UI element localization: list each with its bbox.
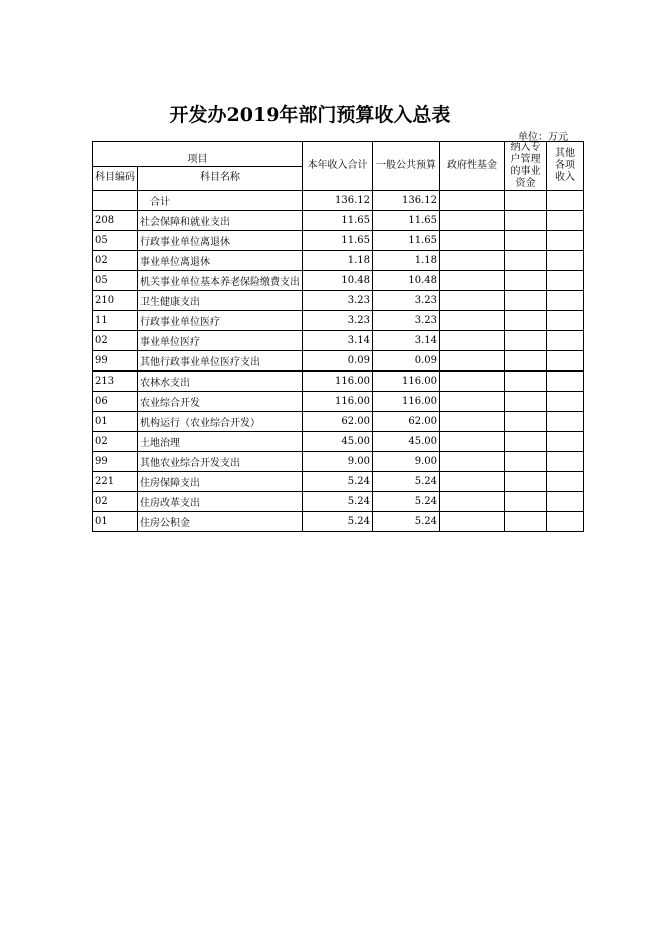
cell-fund: [440, 412, 505, 432]
cell-other: [547, 452, 584, 472]
cell-general: 3.14: [373, 331, 440, 351]
cell-special: [505, 472, 547, 492]
cell-fund: [440, 492, 505, 512]
cell-special: [505, 512, 547, 532]
table-row: [93, 351, 584, 372]
cell-fund: [440, 472, 505, 492]
cell-general: 116.00: [373, 392, 440, 412]
cell-general: 136.12: [373, 191, 440, 211]
cell-code: 99: [93, 351, 138, 372]
cell-general: 45.00: [373, 432, 440, 452]
cell-general: 5.24: [373, 492, 440, 512]
table-row: [93, 271, 584, 291]
table-body: [93, 191, 584, 532]
cell-name: 土地治理: [138, 432, 303, 452]
cell-name: 事业单位离退休: [138, 251, 303, 271]
cell-fund: [440, 331, 505, 351]
cell-general: 3.23: [373, 291, 440, 311]
header-other: 其他各项收入: [547, 142, 584, 191]
cell-name: 住房改革支出: [138, 492, 303, 512]
budget-income-table: [92, 141, 584, 532]
table-row: [93, 432, 584, 452]
cell-code: 01: [93, 412, 138, 432]
cell-other: [547, 291, 584, 311]
cell-total: 116.00: [303, 371, 373, 392]
cell-name: 合计: [138, 191, 303, 211]
table-row: [93, 311, 584, 331]
cell-special: [505, 331, 547, 351]
cell-general: 10.48: [373, 271, 440, 291]
cell-total: 11.65: [303, 231, 373, 251]
cell-special: [505, 291, 547, 311]
table-row: [93, 412, 584, 432]
cell-general: 62.00: [373, 412, 440, 432]
cell-total: 3.23: [303, 311, 373, 331]
cell-other: [547, 412, 584, 432]
table-row: [93, 211, 584, 231]
cell-general: 1.18: [373, 251, 440, 271]
cell-general: 11.65: [373, 211, 440, 231]
cell-other: [547, 271, 584, 291]
cell-code: 05: [93, 271, 138, 291]
cell-fund: [440, 231, 505, 251]
cell-other: [547, 211, 584, 231]
cell-other: [547, 311, 584, 331]
cell-name: 事业单位医疗: [138, 331, 303, 351]
cell-fund: [440, 371, 505, 392]
cell-total: 5.24: [303, 492, 373, 512]
cell-fund: [440, 351, 505, 372]
cell-name: 社会保障和就业支出: [138, 211, 303, 231]
cell-general: 5.24: [373, 472, 440, 492]
header-general: 一般公共预算: [373, 142, 440, 191]
cell-general: 11.65: [373, 231, 440, 251]
cell-total: 3.14: [303, 331, 373, 351]
cell-name: 卫生健康支出: [138, 291, 303, 311]
cell-special: [505, 452, 547, 472]
cell-name: 农林水支出: [138, 371, 303, 392]
cell-special: [505, 311, 547, 331]
header-item: 项目: [93, 142, 303, 167]
table-row: [93, 251, 584, 271]
cell-other: [547, 191, 584, 211]
cell-fund: [440, 191, 505, 211]
cell-special: [505, 432, 547, 452]
header-fund: 政府性基金: [440, 142, 505, 191]
cell-total: 62.00: [303, 412, 373, 432]
cell-code: 05: [93, 231, 138, 251]
cell-fund: [440, 251, 505, 271]
cell-code: 11: [93, 311, 138, 331]
cell-fund: [440, 291, 505, 311]
cell-name: 行政事业单位医疗: [138, 311, 303, 331]
cell-total: 9.00: [303, 452, 373, 472]
cell-special: [505, 271, 547, 291]
cell-name: 其他行政事业单位医疗支出: [138, 351, 303, 372]
cell-special: [505, 371, 547, 392]
header-total: 本年收入合计: [303, 142, 373, 191]
cell-special: [505, 191, 547, 211]
cell-code: 213: [93, 371, 138, 392]
header-name: 科目名称: [138, 166, 303, 191]
cell-total: 136.12: [303, 191, 373, 211]
cell-fund: [440, 311, 505, 331]
cell-other: [547, 392, 584, 412]
cell-code: 02: [93, 432, 138, 452]
cell-fund: [440, 271, 505, 291]
cell-total: 11.65: [303, 211, 373, 231]
cell-other: [547, 231, 584, 251]
cell-name: 住房保障支出: [138, 472, 303, 492]
cell-code: 210: [93, 291, 138, 311]
cell-name: 其他农业综合开发支出: [138, 452, 303, 472]
table-row: [93, 492, 584, 512]
cell-total: 5.24: [303, 472, 373, 492]
cell-name: 机关事业单位基本养老保险缴费支出: [138, 271, 303, 291]
cell-fund: [440, 452, 505, 472]
table-row: [93, 191, 584, 211]
cell-code: 221: [93, 472, 138, 492]
header-special: 纳入专户管理的事业资金: [505, 142, 547, 191]
cell-other: [547, 492, 584, 512]
unit-label: 单位：万元: [518, 132, 568, 143]
cell-special: [505, 351, 547, 372]
cell-special: [505, 251, 547, 271]
cell-special: [505, 412, 547, 432]
table-row: [93, 371, 584, 392]
cell-other: [547, 472, 584, 492]
cell-special: [505, 492, 547, 512]
table-row: [93, 231, 584, 251]
cell-other: [547, 331, 584, 351]
cell-general: 5.24: [373, 512, 440, 532]
cell-other: [547, 512, 584, 532]
cell-fund: [440, 211, 505, 231]
table-row: [93, 512, 584, 532]
cell-code: 02: [93, 251, 138, 271]
cell-total: 45.00: [303, 432, 373, 452]
cell-code: 01: [93, 512, 138, 532]
table-row: [93, 472, 584, 492]
cell-name: 机构运行（农业综合开发）: [138, 412, 303, 432]
cell-code: 99: [93, 452, 138, 472]
cell-special: [505, 211, 547, 231]
table-row: [93, 331, 584, 351]
cell-total: 5.24: [303, 512, 373, 532]
cell-code: [93, 191, 138, 211]
cell-code: 208: [93, 211, 138, 231]
cell-code: 02: [93, 492, 138, 512]
cell-special: [505, 231, 547, 251]
cell-special: [505, 392, 547, 412]
cell-total: 10.48: [303, 271, 373, 291]
table-row: [93, 291, 584, 311]
cell-total: 116.00: [303, 392, 373, 412]
cell-general: 116.00: [373, 371, 440, 392]
cell-fund: [440, 392, 505, 412]
header-code: 科目编码: [93, 166, 138, 191]
cell-general: 0.09: [373, 351, 440, 372]
cell-fund: [440, 512, 505, 532]
cell-general: 3.23: [373, 311, 440, 331]
cell-other: [547, 432, 584, 452]
page-title: 开发办2019年部门预算收入总表: [169, 104, 451, 126]
cell-total: 0.09: [303, 351, 373, 372]
cell-other: [547, 251, 584, 271]
cell-total: 1.18: [303, 251, 373, 271]
cell-name: 住房公积金: [138, 512, 303, 532]
cell-other: [547, 351, 584, 372]
cell-code: 06: [93, 392, 138, 412]
cell-name: 行政事业单位离退休: [138, 231, 303, 251]
cell-total: 3.23: [303, 291, 373, 311]
cell-code: 02: [93, 331, 138, 351]
table-row: [93, 392, 584, 412]
cell-fund: [440, 432, 505, 452]
table-row: [93, 452, 584, 472]
cell-other: [547, 371, 584, 392]
cell-general: 9.00: [373, 452, 440, 472]
cell-name: 农业综合开发: [138, 392, 303, 412]
